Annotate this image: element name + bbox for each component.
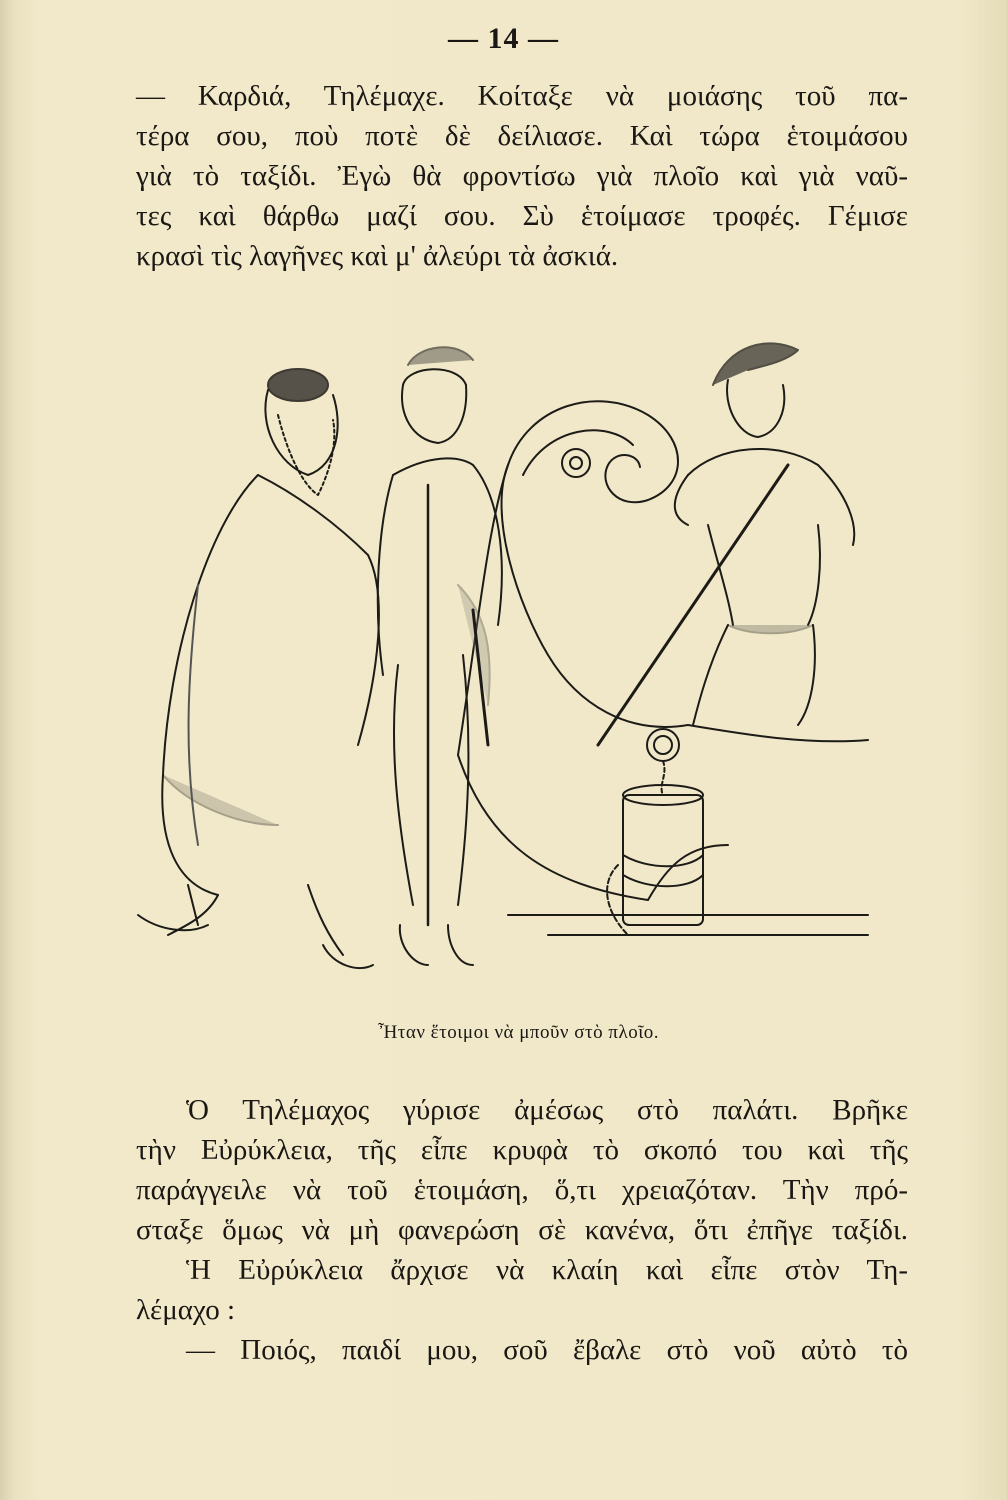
text-line: — Καρδιά, Τηλέμαχε. Κοίταξε νὰ μοιάσης τοῦ πα- — [136, 80, 908, 112]
illustration-caption: Ἦταν ἕτοιμοι νὰ μποῦν στὸ πλοῖο. — [377, 1022, 660, 1043]
top-paragraph — [136, 76, 908, 276]
text-line: — Ποιός, παιδί μου, σοῦ ἔβαλε στὸ νοῦ αὐτὸ τὸ — [186, 1334, 908, 1366]
text-line: κρασὶ τὶς λαγῆνες καὶ μ' ἀλεύρι τὰ ἀσκιά. — [136, 240, 619, 272]
illustration-figures-boarding-ship — [128, 325, 916, 1015]
text-line: παράγγειλε νὰ τοῦ ἑτοιμάση, ὅ,τι χρειαζόταν. Τὴν πρό- — [136, 1174, 908, 1206]
page-number: — 14 — — [448, 22, 559, 55]
text-line: σταξε ὅμως νὰ μὴ φανερώση σὲ κανένα, ὅτι ἐπῆγε ταξίδι. — [136, 1214, 908, 1246]
mooring-bollard-drawing — [607, 729, 703, 935]
text-line: τέρα σου, ποὺ ποτὲ δὲ δείλιασε. Καὶ τώρα ἑτοιμάσου — [136, 120, 908, 152]
ship-prow-drawing — [458, 401, 868, 935]
text-line: γιὰ τὸ ταξίδι. Ἐγὼ θὰ φροντίσω γιὰ πλοῖο καὶ γιὰ ναῦ- — [136, 160, 908, 192]
bottom-paragraph — [136, 1090, 908, 1370]
young-man-drawing — [378, 347, 502, 965]
text-line: Ὁ Τηλέμαχος γύρισε ἀμέσως στὸ παλάτι. Βρῆκε — [186, 1094, 908, 1126]
text-line: Ἡ Εὐρύκλεια ἄρχισε νὰ κλαίη καὶ εἶπε στὸν Τη- — [186, 1254, 908, 1286]
old-man-drawing — [138, 369, 379, 968]
text-line: λέμαχο : — [136, 1294, 236, 1326]
text-line: τὴν Εὐρύκλεια, τῆς εἶπε κρυφὰ τὸ σκοπό του καὶ τῆς — [136, 1134, 908, 1166]
text-line: τες καὶ θάρθω μαζί σου. Σὺ ἑτοίμασε τροφές. Γέμισε — [136, 200, 908, 232]
sailor-drawing — [598, 343, 854, 745]
